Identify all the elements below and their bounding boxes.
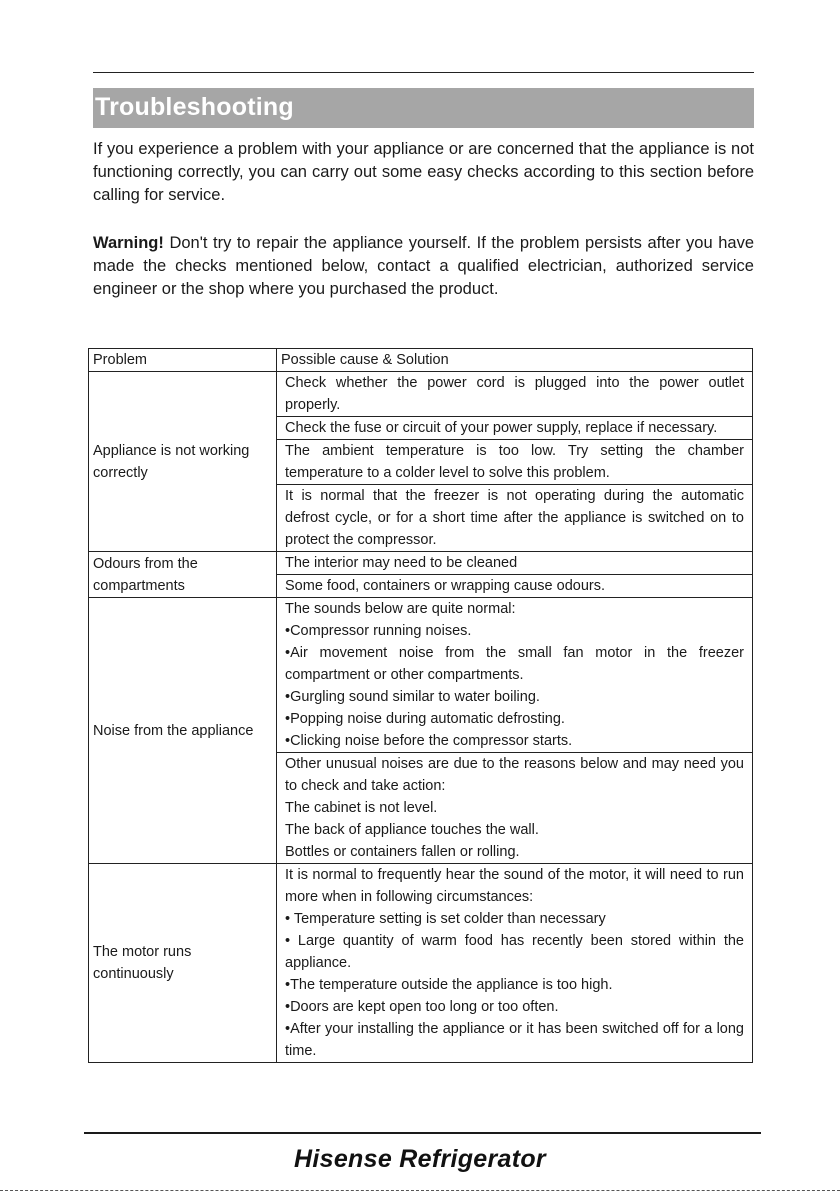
solution-line: • Large quantity of warm food has recently been stored within the appliance. <box>285 933 744 971</box>
solution-line: It is normal that the freezer is not operating during the automatic defrost cycle, or for a short time after the appliance is switched on to protect the compressor. <box>285 488 744 548</box>
problem-cell: The motor runs continuously <box>89 864 277 1063</box>
solution-block <box>277 752 752 863</box>
solution-line: Check whether the power cord is plugged into the power outlet properly. <box>285 375 744 413</box>
solution-line: •After your installing the appliance or it has been switched off for a long time. <box>285 1021 744 1059</box>
solution-block <box>277 416 752 439</box>
solution-block <box>277 598 752 752</box>
solution-line: Bottles or containers fallen or rolling. <box>285 844 520 860</box>
brand-logo-text: Hisense Refrigerator <box>294 1145 546 1173</box>
solution-cell <box>277 598 753 864</box>
solution-line: •Clicking noise before the compressor starts. <box>285 733 573 749</box>
page-cut-line <box>0 1190 840 1191</box>
solution-line: •Popping noise during automatic defrosting. <box>285 711 565 727</box>
solution-line: The ambient temperature is too low. Try setting the chamber temperature to a colder level to solve this problem. <box>285 443 744 481</box>
section-title-bar <box>93 88 754 128</box>
solution-line: •Compressor running noises. <box>285 623 472 639</box>
table-row <box>89 598 753 864</box>
problem-cell: Odours from the compartments <box>89 552 277 598</box>
warning-text: Don't try to repair the appliance yourself. If the problem persists after you have made the checks mentioned below, contact a qualified electrician, authorized service engineer or the shop where you purchased the product. <box>93 234 754 298</box>
table-row <box>89 864 753 1063</box>
section-title: Troubleshooting <box>95 93 294 121</box>
solution-line: The back of appliance touches the wall. <box>285 822 539 838</box>
table-header-row <box>89 349 753 372</box>
solution-block <box>277 484 752 551</box>
problem-cell: Appliance is not working correctly <box>89 372 277 552</box>
header-solution: Possible cause & Solution <box>277 349 753 372</box>
solution-block <box>277 439 752 484</box>
solution-line: • Temperature setting is set colder than necessary <box>285 911 606 927</box>
table-row <box>89 372 753 552</box>
solution-block <box>277 864 752 1062</box>
header-problem: Problem <box>89 349 277 372</box>
table-row <box>89 552 753 598</box>
solution-block <box>277 372 752 416</box>
solution-cell <box>277 372 753 552</box>
warning-paragraph <box>93 232 754 301</box>
solution-line: The cabinet is not level. <box>285 800 438 816</box>
intro-paragraph: If you experience a problem with your appliance or are concerned that the appliance is not functioning correctly, you can carry out some easy checks according to this section before calling for service. <box>93 140 754 204</box>
solution-cell <box>277 864 753 1063</box>
solution-block <box>277 552 752 574</box>
troubleshooting-table <box>88 348 753 1063</box>
solution-line: Other unusual noises are due to the reasons below and may need you to check and take action: <box>285 756 744 794</box>
solution-line: •Doors are kept open too long or too often. <box>285 999 559 1015</box>
solution-block <box>277 574 752 597</box>
top-rule <box>93 72 754 73</box>
solution-line: Some food, containers or wrapping cause odours. <box>285 578 605 594</box>
problem-cell: Noise from the appliance <box>89 598 277 864</box>
solution-line: •Gurgling sound similar to water boiling. <box>285 689 540 705</box>
solution-line: The interior may need to be cleaned <box>285 555 518 571</box>
solution-cell <box>277 552 753 598</box>
solution-line: It is normal to frequently hear the sound of the motor, it will need to run more when in following circumstances: <box>285 867 744 905</box>
solution-line: •The temperature outside the appliance is too high. <box>285 977 613 993</box>
solution-line: The sounds below are quite normal: <box>285 601 516 617</box>
footer-rule <box>84 1132 761 1134</box>
warning-label: Warning! <box>93 234 164 252</box>
solution-line: Check the fuse or circuit of your power supply, replace if necessary. <box>285 420 718 436</box>
solution-line: •Air movement noise from the small fan motor in the freezer compartment or other compartments. <box>285 645 744 683</box>
